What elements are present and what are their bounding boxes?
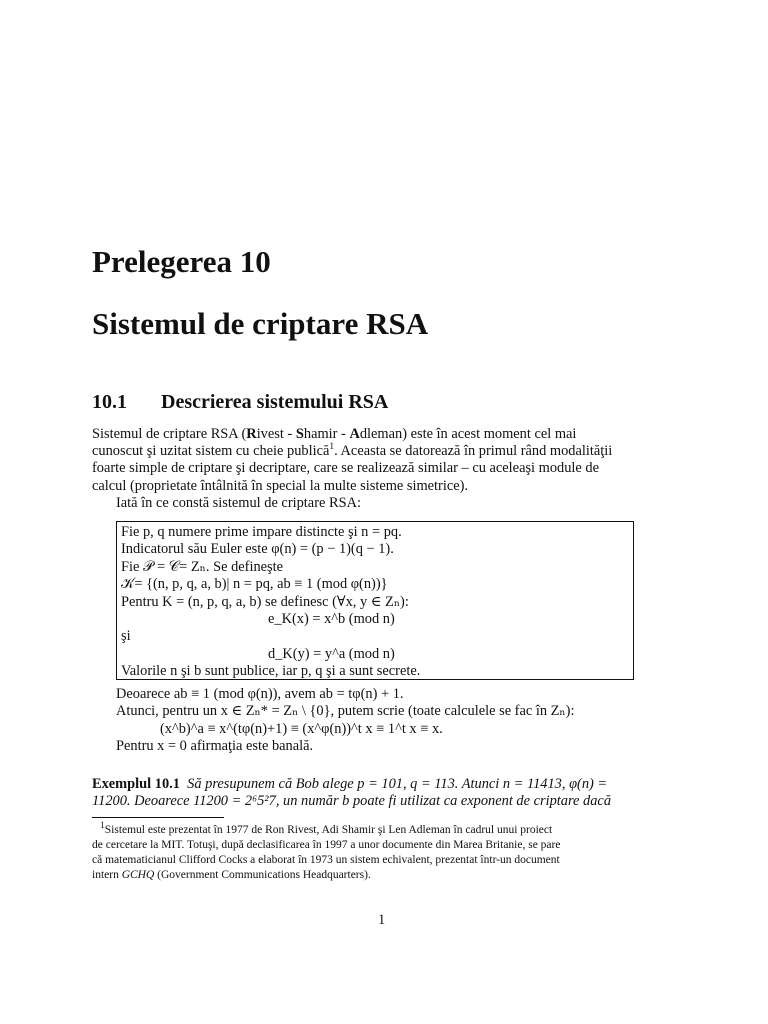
proof-line-4: Pentru x = 0 afirmaţia este banală. — [116, 738, 314, 755]
section-heading — [92, 391, 388, 414]
intro-line-5: Iată în ce constă sistemul de criptare RSA: — [116, 494, 361, 511]
footnote-text: Sistemul este prezentat în 1977 de Ron Rivest, Adi Shamir şi Len Adleman în cadrul unui proiect — [104, 824, 553, 836]
footnote-line-2: de cercetare la MIT. Totuşi, după declasificarea în 1997 a unor documente din Marea Britanie, se pare — [92, 839, 561, 851]
example-line-1 — [92, 776, 678, 793]
footnote-line-4 — [92, 868, 678, 883]
intro-line-4: calcul (proprietate întâlnită în special la multe sisteme simetrice). — [92, 477, 469, 494]
initial-a: A — [349, 426, 360, 442]
box-line-5: Pentru K = (n, p, q, a, b) se definesc (∀x, y ∈ Zₙ): — [121, 593, 409, 610]
example-label: Exemplul 10.1 — [92, 776, 180, 792]
box-line-4: 𝒦= {(n, p, q, a, b)| n = pq, ab ≡ 1 (mod φ(n))} — [121, 576, 388, 593]
proof-paragraph — [116, 686, 574, 756]
section-title: Descrierea sistemului RSA — [161, 391, 389, 413]
intro-text: dleman) este în acest moment cel mai — [359, 426, 577, 442]
intro-paragraph — [92, 426, 678, 512]
example-paragraph — [92, 776, 678, 811]
intro-text: hamir - — [303, 426, 350, 442]
box-line-1: Fie p, q numere prime impare distincte şi n = pq. — [121, 524, 402, 540]
example-line-2 — [92, 793, 678, 810]
section-number: 10.1 — [92, 391, 127, 413]
example-text: Să presupunem că Bob alege p = 101, q = 113. Atunci n = 11413, φ(n) = — [187, 776, 608, 792]
proof-line-1: Deoarece ab ≡ 1 (mod φ(n)), avem ab = tφ(n) + 1. — [116, 686, 404, 702]
decryption-formula: d_K(y) = y^a (mod n) — [268, 645, 395, 662]
box-line-7: şi — [121, 628, 131, 645]
example-text: 11200. Deoarece 11200 = 2⁶5²7, un număr b poate fi utilizat ca exponent de criptare dacă — [92, 793, 612, 810]
proof-line-2: Atunci, pentru un x ∈ Zₙ* = Zₙ \ {0}, putem scrie (toate calculele se fac în Zₙ): — [116, 703, 575, 720]
footnote-marker[interactable]: 1 — [329, 442, 335, 453]
intro-text: . Aceasta se datorează în primul rând modalităţii — [334, 443, 613, 460]
footnote-acronym: GCHQ — [121, 869, 155, 881]
footnote-line-1 — [92, 823, 678, 838]
intro-line-1 — [92, 426, 678, 443]
initial-r: R — [246, 426, 257, 442]
intro-text: cunoscut şi uzitat sistem cu cheie publică — [92, 443, 330, 460]
box-line-3: Fie 𝒫 = 𝒞= Zₙ. Se defineşte — [121, 558, 284, 575]
page-number: 1 — [378, 912, 386, 928]
chapter-heading: Prelegerea 10 — [92, 244, 271, 279]
footnote-text: intern — [92, 869, 122, 881]
intro-line-3: foarte simple de criptare şi decriptare, care se realizează similar – cu aceleaşi module de — [92, 460, 599, 477]
footnote-number: 1 — [100, 821, 105, 832]
box-line-9: Valorile n şi b sunt publice, iar p, q şi a sunt secrete. — [121, 663, 421, 680]
intro-text: Sistemul de criptare RSA ( — [92, 426, 247, 442]
initial-s: S — [295, 426, 304, 442]
box-line-2: Indicatorul său Euler este φ(n) = (p − 1)(q − 1). — [121, 541, 394, 558]
footnote-line-3: că matematicianul Clifford Cocks a elaborat în 1973 un sistem echivalent, prezentat într-un document — [92, 854, 560, 866]
intro-line-2 — [92, 443, 678, 460]
intro-text: ivest - — [256, 426, 296, 442]
proof-equation: (x^b)^a ≡ x^(tφ(n)+1) ≡ (x^φ(n))^t x ≡ 1^t x ≡ x. — [160, 720, 443, 737]
footnote-text: (Government Communications Headquarters). — [154, 869, 371, 881]
chapter-title: Sistemul de criptare RSA — [92, 306, 429, 341]
footnote-rule — [92, 817, 224, 818]
footnote — [92, 823, 678, 883]
rsa-definition-box — [116, 521, 634, 680]
encryption-formula: e_K(x) = x^b (mod n) — [268, 610, 395, 627]
